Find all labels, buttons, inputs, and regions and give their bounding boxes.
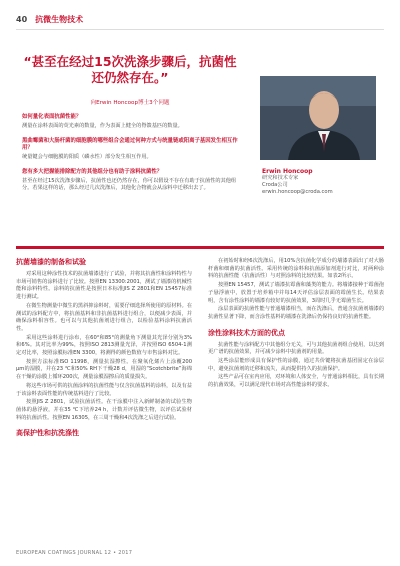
page-number: 40 bbox=[16, 14, 28, 24]
interview-answer-1: 测量在涂料表面的荧光素的数量，作为表面上健全的脊馈基匹的数量。 bbox=[22, 123, 183, 129]
interview-answer-3: 甚至在经过15次洗涤步骤后，抗菌性也还仍然存在，你可以假设不存在有助于抗菌性的其他组分。若果这样的话，那么经过几次洗涤后，其他化合物就会从涂料中迁移出去了。 bbox=[22, 178, 237, 191]
author-card bbox=[262, 168, 378, 196]
left-paragraph-2: 在微生物测量中微生的黑斜抑涂料时，需要仔细选择所使用的原材料。在测试的涂料配方中，将抗菌基料和非抗菌基料进行组合，以便减少表面，并确保涂料相容性。也可以与其他抗菌剂进行组合，以检验基料涂料抗菌活性。 bbox=[16, 302, 193, 332]
journal-footer: EUROPEAN COATINGS JOURNAL 12 • 2017 bbox=[16, 550, 133, 556]
interview-question-1: 如何量化表面抗菌性能？ bbox=[22, 114, 82, 120]
left-subheading: 高保护性和抗洗涤性 bbox=[16, 429, 79, 438]
left-paragraph-6: 按照JIS Z 2801，试验抗菌活性。在干涂膜中注入新鲜制备的试验生物菌体的悬浮液，并在35 ℃下培养24 h，计数并评估微生物，以评估试验材料的抗菌活性。按照EN 16305，在三周干燥和4次洗涤之后进行试验。 bbox=[16, 399, 192, 421]
interview-block bbox=[22, 106, 244, 192]
page-header bbox=[16, 12, 384, 26]
right-paragraph-3: 涂层表面的抗菌性能与普通墙漆相当，而在洗涤后，普通含抗菌剂墙漆的抗菌性显著下降，而含涂性基料的墙漆在洗涤后仍保持良好的抗菌性能。 bbox=[208, 306, 385, 320]
left-paragraph-4: 按照方法标准ISO 11998，测量抗湿擦性。在聚氧化烯片上涂覆200 μm的湿膜，并在23 ℃和50% RH下干燥28 d，用湿的“Scotchbrite”海绵在干燥的涂膜上循环200次，测量涂膜湿擦后的质量损失。 bbox=[16, 358, 192, 381]
portrait-image bbox=[260, 76, 376, 160]
pull-quote: “甚至在经过15次洗涤步骤后，抗菌性还仍然存在。” bbox=[23, 54, 237, 85]
right-subheading: 涂性涂料技术方面的优点 bbox=[208, 328, 285, 337]
left-paragraph-1: 对采用这种涂性技术的抗菌墙漆进行了试验，并将其抗菌性和涂料特性与市场可销售的涂料进行了比较。按照EN 13300:2001，测试了墙漆的机械性能和涂料特性。涂料的抗菌性是按照日本标准JIS Z 2801和EN 15457标准进行测试。 bbox=[16, 271, 193, 301]
interview-question-2: 黑曲霉菌和大肠杆菌的细胞膜的哪些组合会通过何种方式与统量链或阳离子基因发生相互作用？ bbox=[22, 138, 238, 151]
author-role: 研究和技术专家 bbox=[262, 175, 299, 181]
quote-credit: 向Erwin Honcoop博士3个问题 bbox=[90, 100, 170, 106]
author-company: Croda公司 bbox=[262, 182, 288, 188]
right-paragraph-1: 在初始时和经6次洗涤后，用10%含抗菌化学成分的墙漆表面出了对大肠杆菌和细菌的抗菌活性。采用传统的涂料和抗菌添加剂进行对比，对两种涂料的抗菌性能（抗菌活性）与对照涂料的比较结果。如表2所示。 bbox=[208, 258, 384, 280]
right-paragraph-6: 这些产品可在室内应用，对环境和人体安全，与普通涂料相比，具有长期的抗菌效果，可以满足现代市场对高性能涂料的要求。 bbox=[208, 374, 385, 389]
left-paragraph-3: 采用这些涂料进行涂布，在60°和85°的测量角下测量其光泽分别为3%和6%。其对比率为99%，按照ISO 2813测量光泽，并按照ISO 6504-1测定对比率，按照涂膜标准EN 3300，将测得的颜色数值与市售涂料对比。 bbox=[16, 334, 192, 357]
section-divider bbox=[16, 246, 384, 249]
right-paragraph-4: 抗菌性能与涂料配方中其他组分无关，可与其他抗菌剂组合使用，以达到更广谱的抗菌效果，并可减少涂料中抗菌剂的用量。 bbox=[208, 341, 385, 356]
right-paragraph-2: 按照EN 15457，测试了墙漆抗霉菌和藻类的能力。将墙漆接种于霉菌孢子悬浮液中，放置于培养箱中并每14天评估涂层表面的霉菌生长。结果表明，含有涂性涂料的墙漆有较好的抗菌效果，3周时几乎无霉菌生长。 bbox=[208, 282, 384, 304]
left-paragraph-5: 将这些市场可供的抗菌涂料的抗菌性能与仅含抗菌基料的涂料，以及有益于该涂料表面性能的传统基料进行了比较。 bbox=[16, 382, 193, 397]
left-heading: 抗菌墙漆的制备和试验 bbox=[16, 258, 86, 266]
header-divider bbox=[16, 29, 384, 30]
author-photo bbox=[260, 76, 376, 160]
right-paragraph-5: 这些涂层能形成具有保护性的涂膜，通过共价键将抗菌基团固定在涂层中，避免抗菌剂的迁移和流失，从而提供持久的抗菌保护。 bbox=[208, 358, 384, 372]
left-column bbox=[16, 258, 192, 442]
interview-answer-2: 统量键会与细胞膜的阳质（磷水性）部分发生相互作用。 bbox=[22, 154, 152, 160]
author-email[interactable]: erwin.honcoop@croda.com bbox=[262, 189, 333, 195]
author-name: Erwin Honcoop bbox=[262, 168, 313, 175]
right-column bbox=[208, 258, 384, 391]
interview-question-3: 您有多大把握能排除配方的其他组分也有助于涂料抗菌性？ bbox=[22, 169, 163, 175]
section-title: 抗微生物技术 bbox=[35, 14, 84, 24]
